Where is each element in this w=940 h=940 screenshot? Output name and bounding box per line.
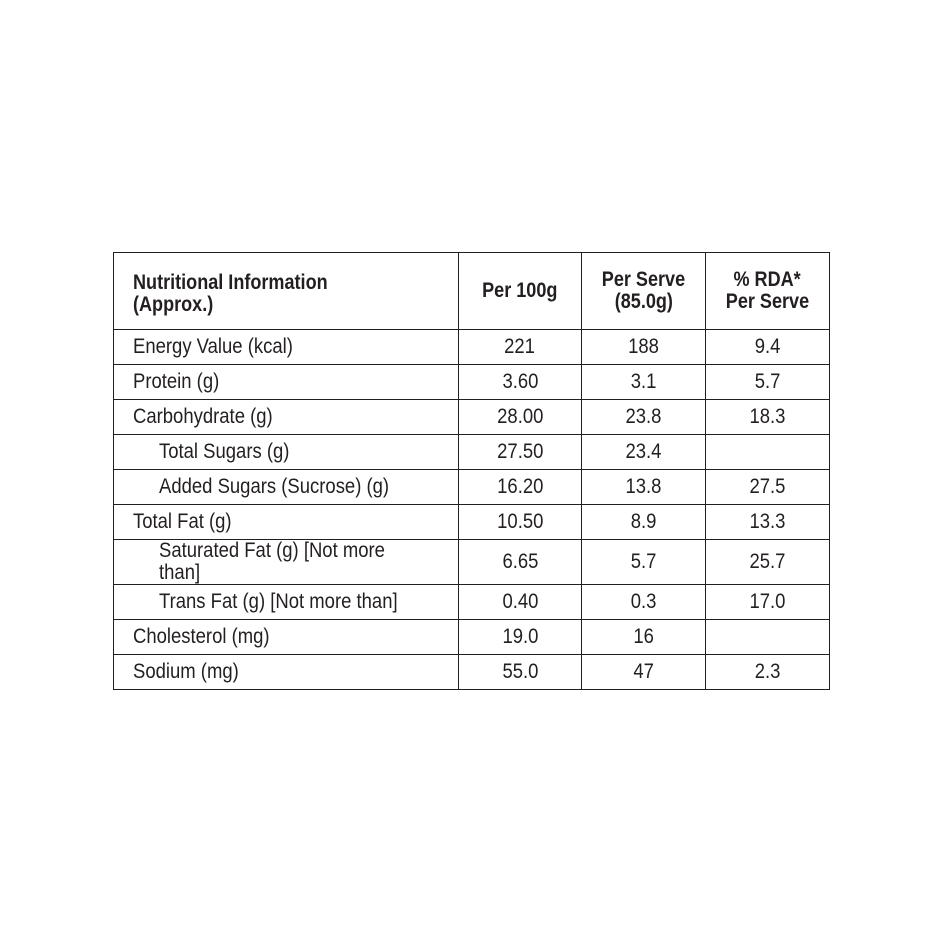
rda-cell [706, 540, 830, 585]
header-nutrient [114, 253, 459, 330]
nutrient-cell-value: Trans Fat (g) [Not more than] [159, 590, 398, 613]
per-100g-cell [459, 655, 582, 690]
per-serve-cell [582, 470, 706, 505]
nutrient-cell-value: Total Fat (g) [133, 510, 232, 533]
header-nutrient-label: Nutritional Information (Approx.) [133, 271, 328, 316]
nutrient-cell [114, 435, 459, 470]
per-serve-cell-value: 16 [633, 625, 654, 648]
per-100g-cell [459, 620, 582, 655]
per-100g-cell [459, 540, 582, 585]
per-100g-cell [459, 505, 582, 540]
nutrient-cell [114, 470, 459, 505]
table-row [114, 470, 830, 505]
nutrient-cell [114, 585, 459, 620]
table-row [114, 330, 830, 365]
rda-cell-value: 18.3 [749, 405, 786, 428]
per-serve-cell [582, 505, 706, 540]
table-row [114, 620, 830, 655]
per-serve-cell-value: 188 [628, 335, 659, 358]
table-row [114, 435, 830, 470]
per-serve-cell [582, 400, 706, 435]
rda-cell [706, 470, 830, 505]
nutrient-cell-value: Cholesterol (mg) [133, 625, 270, 648]
per-serve-cell-value: 5.7 [630, 550, 657, 573]
per-100g-cell-value: 3.60 [502, 370, 538, 393]
nutrient-cell [114, 330, 459, 365]
per-100g-cell-value: 19.0 [502, 625, 538, 648]
per-serve-cell [582, 365, 706, 400]
table-row [114, 400, 830, 435]
per-100g-cell-value: 0.40 [502, 590, 538, 613]
header-rda-label-line1: % RDA* [733, 268, 802, 291]
rda-cell [706, 365, 830, 400]
rda-cell-value: 13.3 [749, 510, 786, 533]
per-serve-cell-value: 23.4 [625, 440, 662, 463]
nutrient-cell [114, 655, 459, 690]
per-serve-cell-value: 13.8 [625, 475, 662, 498]
table-row [114, 505, 830, 540]
per-100g-cell-value: 221 [504, 335, 536, 358]
table-row [114, 365, 830, 400]
nutrient-cell [114, 400, 459, 435]
per-100g-cell [459, 330, 582, 365]
rda-cell [706, 505, 830, 540]
nutrient-cell-value: Protein (g) [133, 370, 220, 393]
rda-cell-value: 9.4 [754, 335, 781, 358]
header-per-100g-label: Per 100g [482, 279, 558, 302]
per-100g-cell [459, 470, 582, 505]
per-100g-cell [459, 400, 582, 435]
rda-cell-value: 17.0 [749, 590, 786, 613]
nutrient-cell [114, 365, 459, 400]
header-rda [706, 253, 830, 330]
per-100g-cell [459, 365, 582, 400]
rda-cell-value: 5.7 [754, 370, 781, 393]
per-serve-cell-value: 8.9 [630, 510, 657, 533]
table-body [114, 330, 830, 690]
per-serve-cell-value: 3.1 [630, 370, 657, 393]
per-100g-cell-value: 16.20 [496, 475, 544, 498]
per-100g-cell-value: 55.0 [502, 660, 538, 683]
per-serve-cell-value: 47 [633, 660, 654, 683]
nutrient-cell [114, 540, 459, 585]
per-serve-cell [582, 330, 706, 365]
header-rda-label-line2: Per Serve [725, 290, 810, 313]
nutrient-cell-value: Energy Value (kcal) [133, 335, 293, 358]
rda-cell [706, 585, 830, 620]
nutrient-cell-value: Sodium (mg) [133, 660, 239, 683]
nutrient-cell-value: Added Sugars (Sucrose) (g) [159, 475, 390, 498]
per-serve-cell [582, 585, 706, 620]
per-serve-cell-value: 0.3 [630, 590, 657, 613]
per-100g-cell [459, 435, 582, 470]
header-per-serve-label-line2: (85.0g) [614, 290, 673, 313]
per-serve-cell [582, 655, 706, 690]
header-per-serve-label-line1: Per Serve [601, 268, 686, 291]
per-100g-cell-value: 28.00 [496, 405, 544, 428]
table-header [114, 253, 830, 330]
rda-cell-value: 27.5 [749, 475, 786, 498]
per-serve-cell [582, 540, 706, 585]
rda-cell [706, 400, 830, 435]
table-row [114, 655, 830, 690]
table-row [114, 585, 830, 620]
nutrition-table [113, 252, 830, 690]
per-100g-cell [459, 585, 582, 620]
nutrient-cell [114, 505, 459, 540]
per-100g-cell-value: 6.65 [502, 550, 538, 573]
nutrient-cell-value: Saturated Fat (g) [Not more than] [159, 539, 385, 584]
nutrient-cell-value: Total Sugars (g) [159, 440, 290, 463]
per-serve-cell-value: 23.8 [625, 405, 662, 428]
per-serve-cell [582, 435, 706, 470]
header-per-100g [459, 253, 582, 330]
rda-cell-value: 2.3 [754, 660, 781, 683]
nutrient-cell-value: Carbohydrate (g) [133, 405, 273, 428]
rda-cell [706, 620, 830, 655]
rda-cell [706, 330, 830, 365]
per-100g-cell-value: 10.50 [496, 510, 544, 533]
header-per-serve [582, 253, 706, 330]
nutrient-cell [114, 620, 459, 655]
rda-cell-value: 25.7 [749, 550, 786, 573]
rda-cell [706, 655, 830, 690]
header-row [114, 253, 830, 330]
per-serve-cell [582, 620, 706, 655]
table-row [114, 540, 830, 585]
per-100g-cell-value: 27.50 [496, 440, 544, 463]
rda-cell [706, 435, 830, 470]
